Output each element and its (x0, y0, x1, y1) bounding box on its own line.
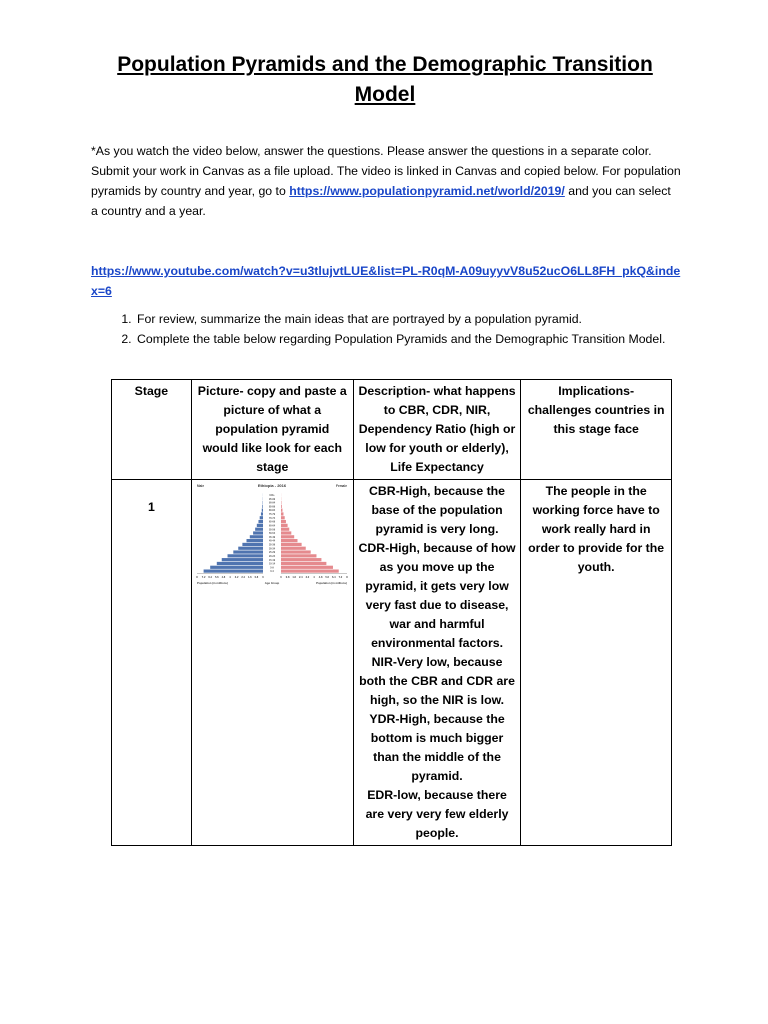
x-tick-label-right: 4.8 (319, 576, 323, 579)
table-header-row (112, 380, 672, 480)
description-cbr: CBR-High, because the base of the population pyramid is very long. (369, 484, 506, 536)
age-group-label: 90-94 (269, 501, 276, 505)
female-bar (281, 543, 302, 546)
x-tick-label-left: 8 (196, 576, 198, 579)
header-description: Description- what happens to CBR, CDR, NIR, Dependency Ratio (high or low for youth or elderly), Life Expectancy (353, 380, 521, 480)
female-bar (281, 520, 286, 523)
intro-after-link: and you can select a country and a year. (91, 184, 671, 218)
age-group-label: 75-79 (269, 513, 276, 517)
population-pyramid-link[interactable]: https://www.populationpyramid.net/world/2019/ (289, 184, 565, 198)
age-group-label: 5-9 (270, 566, 274, 570)
x-tick-label-left: 5.6 (215, 576, 219, 579)
age-group-label: 0-4 (270, 570, 274, 574)
x-tick-label-right: 1.6 (292, 576, 297, 579)
male-bar (243, 543, 264, 546)
stages-table (111, 379, 672, 846)
age-group-label: 45-49 (269, 535, 276, 539)
female-bar (281, 558, 321, 561)
x-tick-label-right: 7.2 (338, 576, 343, 579)
female-bar (281, 509, 282, 512)
male-bar (261, 512, 263, 515)
x-tick-label-right: 6.4 (332, 576, 336, 579)
female-bar (281, 528, 289, 531)
chart-female-label: Female (336, 484, 348, 488)
male-bar (210, 566, 263, 569)
x-tick-label-left: 1.6 (248, 576, 252, 579)
intro-paragraph (91, 141, 681, 221)
female-bar (281, 569, 339, 572)
female-bar (281, 505, 282, 508)
age-group-label: 85-89 (269, 505, 276, 509)
x-tick-label-left: 4.8 (221, 576, 226, 579)
age-group-label: 100+ (269, 494, 275, 498)
female-bar (281, 524, 288, 527)
female-bar (281, 531, 291, 534)
header-picture: Picture- copy and paste a picture of what a population pyramid would like look for each stage (191, 380, 353, 480)
male-bar (250, 535, 263, 538)
age-group-label: 10-14 (269, 562, 276, 566)
population-pyramid-chart (193, 481, 351, 593)
x-axis-label-center: Age Group (265, 581, 280, 585)
age-group-label: 55-59 (269, 528, 276, 532)
x-tick-label-left: 6.4 (208, 576, 213, 579)
age-group-label: 35-39 (269, 543, 276, 547)
x-tick-label-left: 2.4 (241, 576, 246, 579)
x-tick-label-left: 7.2 (202, 576, 206, 579)
stage-number: 1 (112, 480, 192, 846)
age-group-label: 95-99 (269, 497, 276, 501)
x-axis-label-right: Population (in millions) (316, 581, 348, 585)
x-tick-label-right: 2.4 (299, 576, 303, 579)
female-bar (281, 566, 333, 569)
male-bar (222, 558, 263, 561)
table-row (112, 480, 672, 846)
age-group-label: 15-19 (269, 558, 276, 562)
age-group-label: 40-44 (269, 539, 276, 543)
male-bar (260, 516, 263, 519)
female-bar (281, 539, 298, 542)
question-item: 2. Complete the table below regarding Population Pyramids and the Demographic Transition Model. (135, 329, 695, 349)
x-tick-label-right: 5.6 (325, 576, 330, 579)
female-bar (281, 516, 285, 519)
x-tick-label-right: 0 (280, 576, 282, 579)
description-nir: NIR-Very low, because both the CBR and CDR are high, so the NIR is low. (359, 655, 515, 707)
x-tick-label-right: 3.2 (305, 576, 310, 579)
header-stage: Stage (112, 380, 192, 480)
description-cdr: CDR-High, because of how as you move up the pyramid, it gets very low very fast due to disease, war and harmful environmental factors. (358, 541, 516, 650)
x-tick-label-right: 8 (346, 576, 348, 579)
x-tick-label-right: 0.8 (286, 576, 290, 579)
female-bar (281, 512, 283, 515)
description-cell (353, 480, 521, 846)
age-group-label: 50-54 (269, 532, 276, 536)
male-bar (262, 509, 263, 512)
x-axis-label-left: Population (in millions) (197, 581, 229, 585)
age-group-label: 60-64 (269, 524, 276, 528)
female-bar (281, 535, 294, 538)
intro-text: *As you watch the video below, answer the questions. Please answer the questions in a separate color. Submit your work in Canvas as a file upload. The video is linked in Canvas and copied below. For population pyramids by country and year, go to (91, 144, 681, 198)
female-bar (281, 550, 311, 553)
age-group-label: 65-69 (269, 520, 276, 524)
description-ydr: YDR-High, because the bottom is much bigger than the middle of the pyramid. (369, 712, 505, 783)
x-tick-label-left: 0.8 (254, 576, 259, 579)
female-bar (281, 547, 306, 550)
chart-male-label: Male (197, 484, 205, 488)
page-title: Population Pyramids and the Demographic Transition Model (117, 53, 653, 106)
age-group-label: 30-34 (269, 547, 276, 551)
age-group-label: 70-74 (269, 516, 276, 520)
age-group-label: 20-24 (269, 554, 276, 558)
youtube-video-link[interactable]: https://www.youtube.com/watch?v=u3tlujvtLUE&list=PL-R0qM-A09uyyvV8u52ucO6LL8FH_pkQ&index=6 (91, 264, 681, 298)
pyramid-picture-cell (191, 480, 353, 846)
questions-list (91, 309, 695, 349)
implications-cell: The people in the working force have to work really hard in order to provide for the youth. (521, 480, 672, 846)
male-bar (253, 531, 263, 534)
male-bar (263, 505, 264, 508)
male-bar (257, 524, 263, 527)
male-bar (247, 539, 264, 542)
header-implications: Implications- challenges countries in this stage face (521, 380, 672, 480)
male-bar (228, 554, 263, 557)
male-bar (259, 520, 264, 523)
description-edr: EDR-low, because there are very very few elderly people. (365, 788, 509, 840)
x-tick-label-left: 4 (229, 576, 231, 579)
x-tick-label-right: 4 (313, 576, 315, 579)
x-tick-label-left: 0 (262, 576, 264, 579)
female-bar (281, 562, 326, 565)
video-link-paragraph (91, 261, 681, 301)
x-tick-label-left: 3.2 (235, 576, 239, 579)
age-group-label: 80-84 (269, 509, 276, 513)
male-bar (239, 547, 264, 550)
female-bar (281, 554, 316, 557)
question-item: 1. For review, summarize the main ideas that are portrayed by a population pyramid. (135, 309, 695, 329)
male-bar (217, 562, 263, 565)
male-bar (204, 569, 263, 572)
male-bar (255, 528, 263, 531)
chart-title: Ethiopia - 2016 (258, 483, 287, 488)
male-bar (234, 550, 264, 553)
age-group-label: 25-29 (269, 551, 276, 555)
